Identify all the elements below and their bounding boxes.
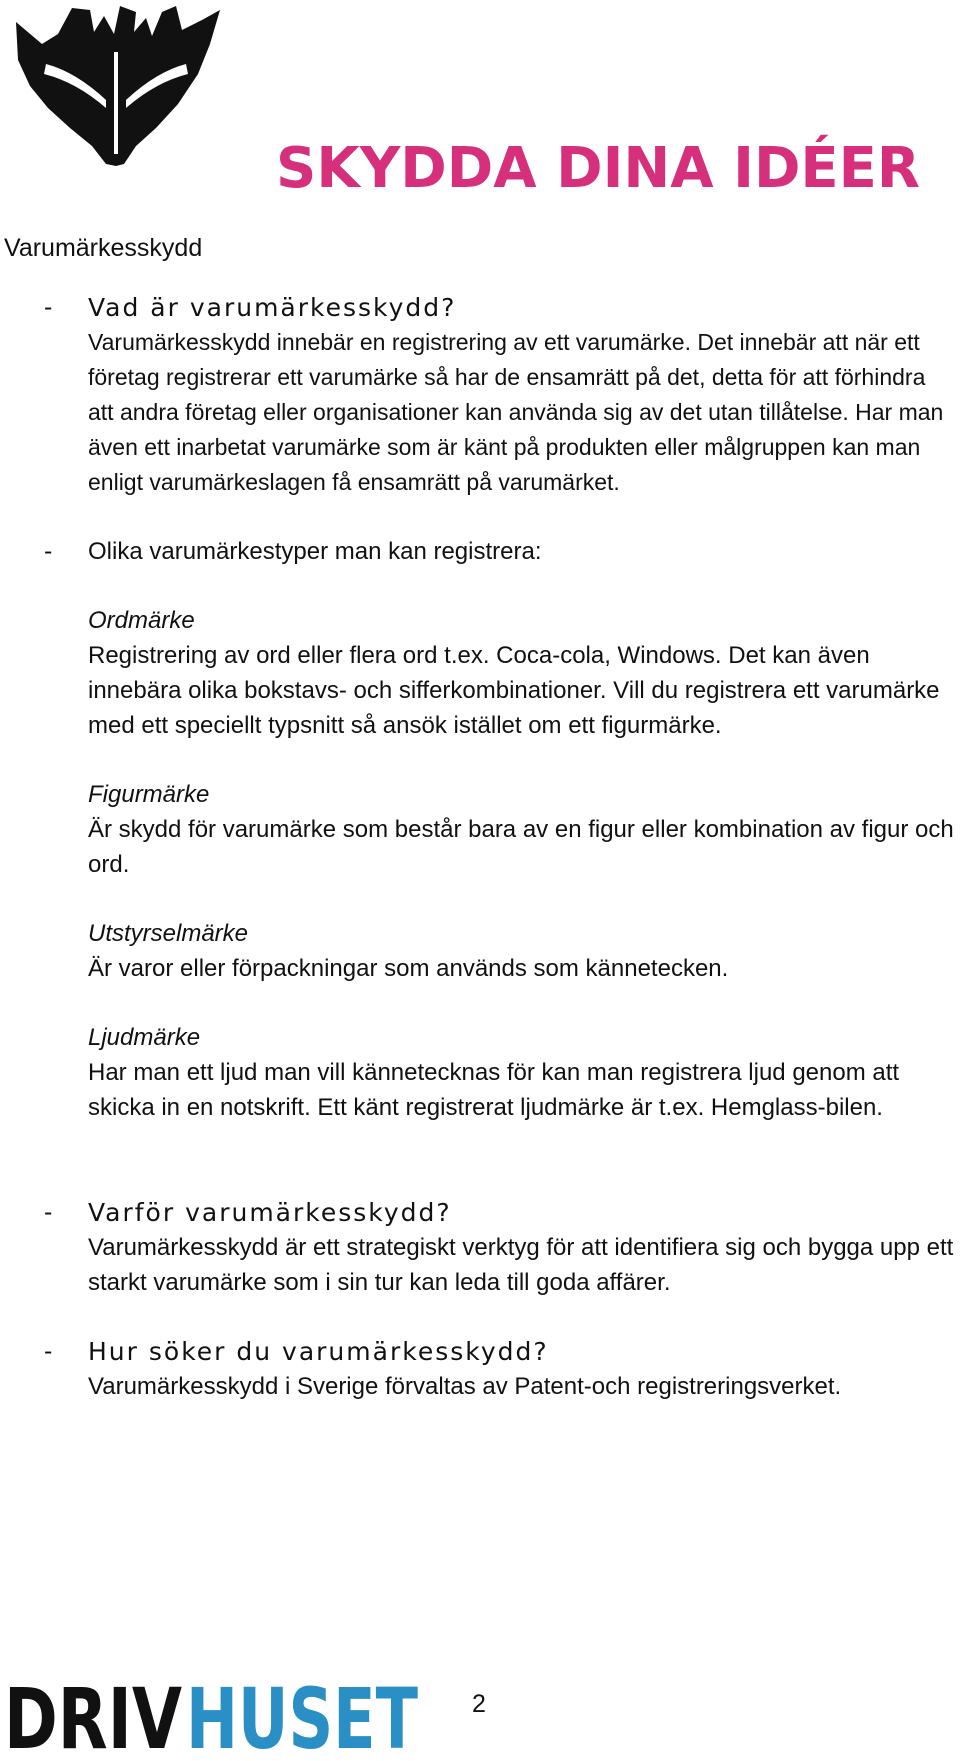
section-text: Varumärkesskydd innebär en registrering av ett varumärke. Det innebär att när ett företag registrerar ett varumärke så har de ensamrätt på det, detta för att förhindra att andra företag eller organisationer kan använda sig av det utan tillåtelse. Har man även ett inarbetat varumärke som är känt på produkten eller målgruppen kan man enligt varumärkeslagen få ensamrätt på varumärket. — [88, 329, 944, 495]
document-label: Varumärkesskydd — [4, 234, 203, 262]
type-text-ljudmarke: Har man ett ljud man vill kännetecknas för kan man registrera ljud genom att skicka in en notskrift. Ett känt registrerat ljudmärke är t.ex. Hemglass-bilen. — [88, 1059, 900, 1121]
type-title-ljudmarke: Ljudmärke — [88, 1024, 201, 1051]
type-text-ordmarke: Registrering av ord eller flera ord t.ex. Coca-cola, Windows. Det kan även innebära olika bokstavs- och sifferkombinationer. Vill du registrera ett varumärke med ett speciellt typsnitt så ansök istället om ett figurmärke. — [88, 642, 940, 739]
section-question: Varför varumärkesskydd? — [88, 1198, 452, 1227]
section-text: Varumärkesskydd i Sverige förvaltas av Patent-och registreringsverket. — [88, 1373, 842, 1400]
page-title: SKYDDA DINA IDÉER — [276, 136, 921, 201]
list-dash: - — [44, 1198, 53, 1226]
section-text: Varumärkesskydd är ett strategiskt verktyg för att identifiera sig och bygga upp ett starkt varumärke som i sin tur kan leda till goda affärer. — [88, 1234, 954, 1296]
logo-text-huset: HUSET — [186, 1682, 418, 1754]
type-title-figurmarke: Figurmärke — [88, 781, 210, 808]
type-title-utstyrselmarke: Utstyrselmärke — [88, 920, 249, 947]
type-text-figurmarke: Är skydd för varumärke som består bara av en figur eller kombination av figur och ord. — [88, 816, 954, 878]
list-dash: - — [44, 1337, 53, 1365]
section-how — [0, 1334, 960, 1404]
list-dash: - — [44, 293, 53, 321]
section-question: Vad är varumärkesskydd? — [88, 293, 457, 322]
open-book-icon — [6, 4, 226, 166]
type-title-ordmarke: Ordmärke — [88, 607, 195, 634]
logo-text-driv: DRIV — [4, 1682, 182, 1754]
list-dash: - — [44, 537, 53, 565]
section-question: Hur söker du varumärkesskydd? — [88, 1337, 549, 1366]
section-why — [0, 1195, 960, 1300]
drivhuset-logo — [4, 1682, 424, 1754]
page-number: 2 — [472, 1690, 486, 1718]
section-label: Olika varumärkestyper man kan registrera: — [88, 538, 542, 565]
type-text-utstyrselmarke: Är varor eller förpackningar som används som kännetecken. — [88, 955, 729, 982]
section-types — [0, 534, 960, 1125]
section-what — [0, 290, 960, 500]
content — [0, 290, 960, 1404]
